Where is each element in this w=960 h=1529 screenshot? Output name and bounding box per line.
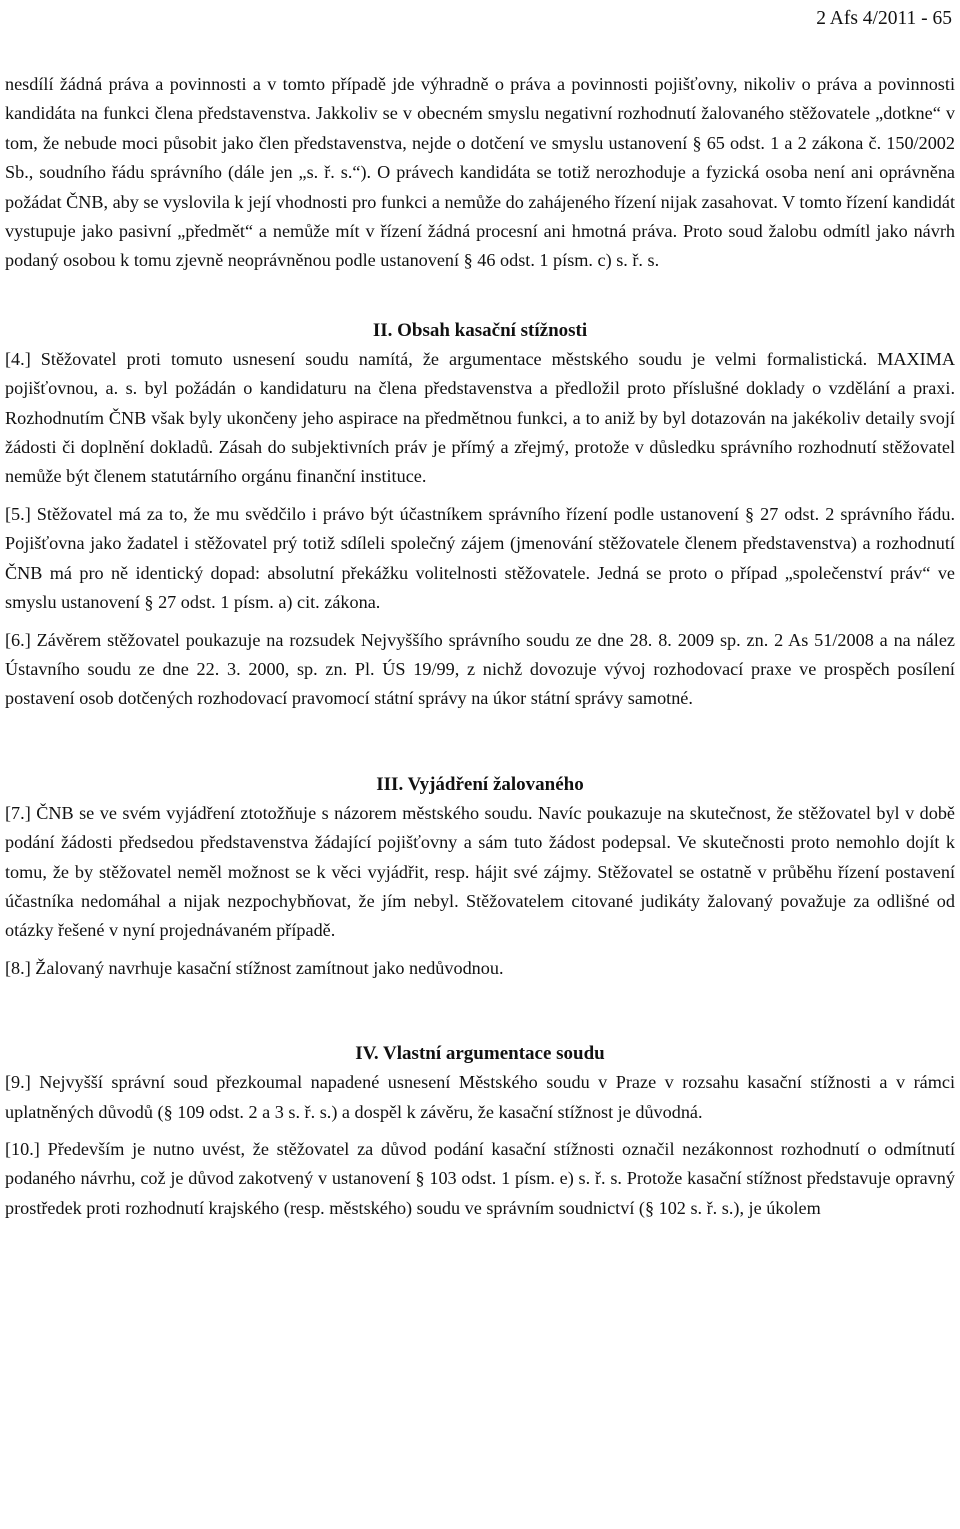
paragraph-9: [9.] Nejvyšší správní soud přezkoumal napadené usnesení Městského soudu v Praze v rozsahu kasační stížnosti a v rámci uplatněných důvodů (§ 109 odst. 2 a 3 s. ř. s.) a dospěl k závěru, že kasační stížnost je důvodná. [5,1072,955,1122]
section-heading-3: III. Vyjádření žalovaného [376,773,584,795]
page-reference: 2 Afs 4/2011 - 65 [816,8,952,29]
paragraph-4: [4.] Stěžovatel proti tomuto usnesení soudu namítá, že argumentace městského soudu je velmi formalistická. MAXIMA pojišťovnou, a. s. byl požádán o kandidaturu na člena představenstva a předložil proto příslušné doklady o vzdělání a praxi. Rozhodnutím ČNB však byly ukončeny jeho aspirace na předmětnou funkci, a to aniž by byl dotazován na jakékoliv detaily svojí žádosti či doplnění dokladů. Zásah do subjektivních práv je přímý a zřejmý, protože v důsledku správního rozhodnutí stěžovatel nemůže být členem statutárního orgánu finanční instituce. [5,348,955,487]
paragraph-intro: nesdílí žádná práva a povinnosti a v tomto případě jde výhradně o práva a povinnosti pojišťovny, nikoliv o práva a povinnosti kandidáta na funkci člena představenstva. Jakkoliv se v obecném smyslu negativní rozhodnutí žalovaného stěžovatele „dotkne“ v tom, že nebude moci působit jako člen představenstva, nejde o dotčení ve smyslu ustanovení § 65 odst. 1 a 2 zákona č. 150/2002 Sb., soudního řádu správního (dále jen „s. ř. s.“). O právech kandidáta se totiž nerozhoduje a fyzická osoba není ani oprávněna požádat ČNB, aby se vyslovila k její vhodnosti pro funkci a nemůže do zahájeného řízení nijak zasahovat. V tomto řízení kandidát vystupuje jako pasivní „předmět“ a nemůže mít v řízení žádná procesní ani hmotná práva. Proto soud žalobu odmítl jako návrh podaný osobou k tomu zjevně neoprávněnou podle ustanovení § 46 odst. 1 písm. c) s. ř. s. [5,74,955,271]
paragraph-6: [6.] Závěrem stěžovatel poukazuje na rozsudek Nejvyššího správního soudu ze dne 28. 8. 2009 sp. zn. 2 As 51/2008 a na nález Ústavního soudu ze dne 22. 3. 2000, sp. zn. Pl. ÚS 19/99, z nichž dovozuje vývoj rozhodovací praxe ve prospěch posílení postavení osob dotčených rozhodovací pravomocí státní správy na úkor státní správy samotné. [5,629,955,709]
document-body [5,70,955,1223]
paragraph-5: [5.] Stěžovatel má za to, že mu svědčilo i právo být účastníkem správního řízení podle ustanovení § 27 odst. 2 správního řádu. Pojišťovna jako žadatel i stěžovatel prý totiž sdíleli společný zájem (jmenování stěžovatele členem představenstva) a rozhodnutí ČNB má pro ně identický dopad: absolutní překážku volitelnosti stěžovatele. Jedná se proto o případ „společenství práv“ ve smyslu ustanovení § 27 odst. 1 písm. a) cit. zákona. [5,503,955,613]
paragraph-8: [8.] Žalovaný navrhuje kasační stížnost zamítnout jako nedůvodnou. [5,957,504,978]
paragraph-10: [10.] Především je nutno uvést, že stěžovatel za důvod podání kasační stížnosti označil nezákonnost rozhodnutí o odmítnutí podaného návrhu, což je důvod zakotvený v ustanovení § 103 odst. 1 písm. e) s. ř. s. Protože kasační stížnost představuje opravný prostředek proti rozhodnutí krajského (resp. městského) soudu ve správním soudnictví (§ 102 s. ř. s.), je úkolem [5,1138,955,1218]
section-heading-4: IV. Vlastní argumentace soudu [355,1043,605,1065]
paragraph-7: [7.] ČNB se ve svém vyjádření ztotožňuje s názorem městského soudu. Navíc poukazuje na skutečnost, že stěžovatel byl v době podání žádosti předsedou představenstva žádající pojišťovny a sám tuto žádost podepsal. Ve skutečnosti proto nemohlo dojít k tomu, že by stěžovatel neměl možnost se k věci vyjádřit, resp. hájit své zájmy. Stěžovatel se ostatně v průběhu řízení postavení účastníka nedomáhal a nijak nezpochybňovat, že jím nebyl. Stěžovatelem citované judikáty žalovaný považuje za odlišné od otázky řešené v nyní projednávaném případě. [5,802,955,941]
section-heading-2: II. Obsah kasační stížnosti [372,319,588,341]
